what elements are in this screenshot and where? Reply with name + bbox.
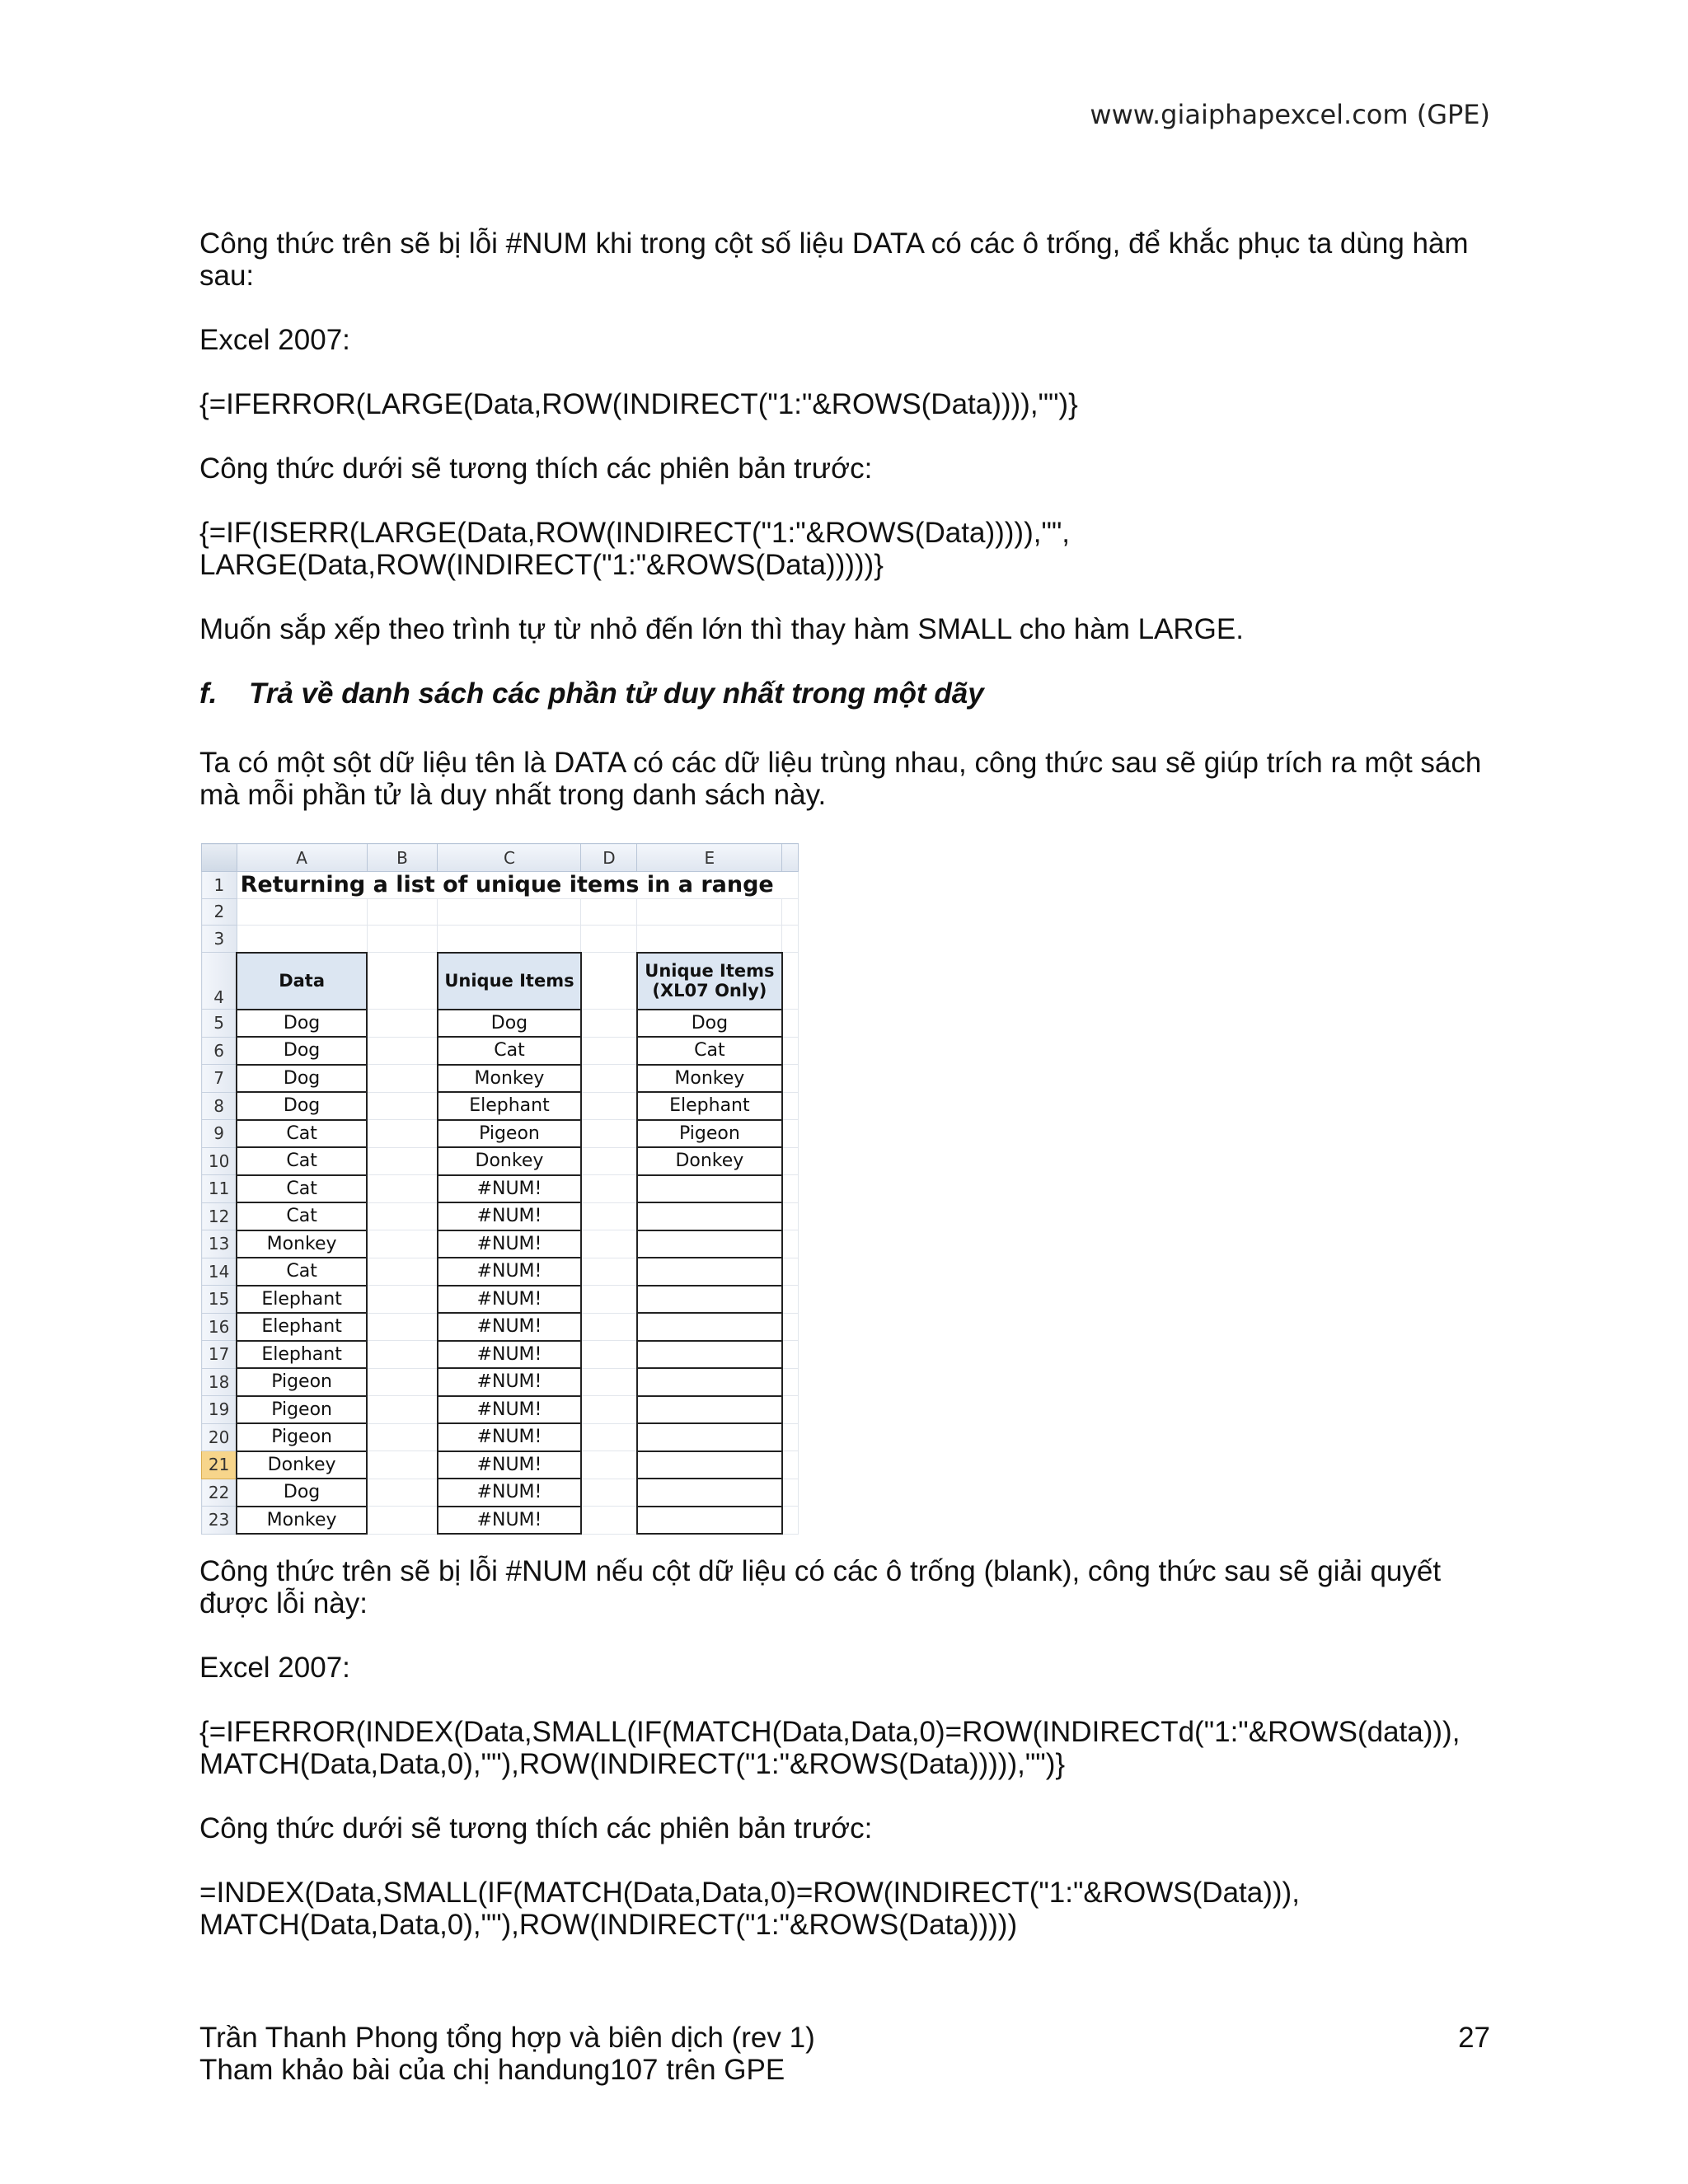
row-header[interactable]: 21	[202, 1451, 237, 1479]
unique-xl07-cell[interactable]	[637, 1230, 782, 1258]
data-cell[interactable]: Dog	[237, 1037, 367, 1065]
header-cell-data[interactable]: Data	[237, 953, 367, 1010]
select-all-corner[interactable]	[202, 844, 237, 872]
sheet-title-cell[interactable]: Returning a list of unique items in a range	[237, 872, 782, 899]
data-cell[interactable]: Dog	[237, 1065, 367, 1093]
row-header[interactable]: 9	[202, 1120, 237, 1148]
row-header[interactable]: 18	[202, 1368, 237, 1396]
cell[interactable]	[581, 1507, 637, 1535]
paragraph: Excel 2007:	[199, 1652, 350, 1684]
sheet-row	[202, 1037, 799, 1065]
footer-author: Trần Thanh Phong tổng hợp và biên dịch (rev 1)	[199, 2022, 815, 2054]
data-cell[interactable]: Pigeon	[237, 1396, 367, 1424]
cell[interactable]	[782, 898, 799, 926]
data-cell[interactable]: Cat	[237, 1147, 367, 1175]
cell[interactable]	[581, 1341, 637, 1369]
sheet-row	[202, 1230, 799, 1258]
unique-cell[interactable]: #NUM!	[438, 1230, 581, 1258]
data-cell[interactable]: Monkey	[237, 1507, 367, 1535]
row-header[interactable]: 6	[202, 1037, 237, 1065]
paragraph: Công thức dưới sẽ tương thích các phiên bản trước:	[199, 452, 873, 485]
site-header: www.giaiphapexcel.com (GPE)	[1090, 99, 1490, 130]
cell[interactable]	[581, 1010, 637, 1038]
row-header[interactable]: 17	[202, 1341, 237, 1369]
sheet-row	[202, 1507, 799, 1535]
cell[interactable]	[438, 926, 581, 953]
page-content	[199, 227, 1490, 1973]
unique-cell[interactable]: #NUM!	[438, 1341, 581, 1369]
unique-xl07-cell[interactable]	[637, 1507, 782, 1535]
sheet-row	[202, 1313, 799, 1341]
cell[interactable]	[637, 898, 782, 926]
data-cell[interactable]: Monkey	[237, 1230, 367, 1258]
sheet-row	[202, 898, 799, 926]
sheet-row	[202, 1423, 799, 1451]
cell[interactable]	[367, 1396, 438, 1424]
unique-cell[interactable]: #NUM!	[438, 1313, 581, 1341]
formula-line: MATCH(Data,Data,0),""),ROW(INDIRECT("1:"&ROWS(Data))))),"")}	[199, 1748, 1066, 1780]
cell[interactable]	[237, 898, 367, 926]
formula-line: MATCH(Data,Data,0),""),ROW(INDIRECT("1:"&ROWS(Data)))))	[199, 1909, 1018, 1941]
unique-cell[interactable]: #NUM!	[438, 1258, 581, 1286]
cell[interactable]	[782, 1479, 799, 1507]
cell[interactable]	[367, 1010, 438, 1038]
cell[interactable]	[367, 1368, 438, 1396]
cell[interactable]	[782, 1396, 799, 1424]
cell[interactable]	[637, 926, 782, 953]
cell[interactable]	[581, 1423, 637, 1451]
unique-cell[interactable]: #NUM!	[438, 1175, 581, 1203]
cell[interactable]	[782, 1037, 799, 1065]
unique-xl07-cell[interactable]	[637, 1175, 782, 1203]
paragraph: Công thức dưới sẽ tương thích các phiên bản trước:	[199, 1812, 873, 1844]
unique-xl07-cell[interactable]	[637, 1451, 782, 1479]
cell[interactable]	[367, 1120, 438, 1148]
column-header[interactable]: D	[581, 844, 637, 872]
sheet-row	[202, 1368, 799, 1396]
cell[interactable]	[782, 926, 799, 953]
cell[interactable]	[581, 1037, 637, 1065]
paragraph: Công thức trên sẽ bị lỗi #NUM khi trong cột số liệu DATA có các ô trống, để khắc phục ta dùng hàm sau:	[199, 227, 1469, 292]
data-cell[interactable]: Donkey	[237, 1451, 367, 1479]
formula-line: {=IFERROR(INDEX(Data,SMALL(IF(MATCH(Data,Data,0)=ROW(INDIRECTd("1:"&ROWS(data))),	[199, 1716, 1461, 1748]
cell[interactable]	[581, 1313, 637, 1341]
data-cell[interactable]: Elephant	[237, 1286, 367, 1314]
unique-cell[interactable]: #NUM!	[438, 1396, 581, 1424]
cell[interactable]	[581, 1175, 637, 1203]
sheet-row	[202, 1147, 799, 1175]
unique-xl07-cell[interactable]: Elephant	[637, 1092, 782, 1120]
cell[interactable]	[581, 1230, 637, 1258]
cell[interactable]	[367, 1479, 438, 1507]
cell[interactable]	[581, 898, 637, 926]
unique-cell[interactable]: #NUM!	[438, 1286, 581, 1314]
unique-cell[interactable]: #NUM!	[438, 1479, 581, 1507]
cell[interactable]	[782, 1092, 799, 1120]
cell[interactable]	[367, 1175, 438, 1203]
paragraph: Ta có một sột dữ liệu tên là DATA có các dữ liệu trùng nhau, công thức sau sẽ giúp trích ra một sách mà mỗi phần tử là duy nhất trong danh sách này.	[199, 747, 1482, 811]
paragraph: Muốn sắp xếp theo trình tự từ nhỏ đến lớn thì thay hàm SMALL cho hàm LARGE.	[199, 613, 1244, 645]
cell[interactable]	[782, 953, 799, 1010]
cell[interactable]	[581, 1202, 637, 1230]
unique-xl07-cell[interactable]: Donkey	[637, 1147, 782, 1175]
unique-cell[interactable]: Donkey	[438, 1147, 581, 1175]
unique-cell[interactable]: #NUM!	[438, 1507, 581, 1535]
cell[interactable]	[782, 1230, 799, 1258]
row-header[interactable]: 12	[202, 1202, 237, 1230]
unique-xl07-cell[interactable]	[637, 1258, 782, 1286]
header-line: Unique Items	[645, 961, 775, 981]
unique-xl07-cell[interactable]	[637, 1368, 782, 1396]
formula-line: LARGE(Data,ROW(INDIRECT("1:"&ROWS(Data)))))}	[199, 549, 884, 581]
cell[interactable]	[367, 1258, 438, 1286]
cell[interactable]	[581, 1092, 637, 1120]
row-header[interactable]: 19	[202, 1396, 237, 1424]
unique-cell[interactable]: #NUM!	[438, 1451, 581, 1479]
cell[interactable]	[367, 1065, 438, 1093]
spreadsheet-screenshot	[201, 843, 799, 1530]
data-cell[interactable]: Cat	[237, 1258, 367, 1286]
formula	[199, 517, 1490, 581]
unique-cell[interactable]: #NUM!	[438, 1202, 581, 1230]
cell[interactable]	[782, 1120, 799, 1148]
data-cell[interactable]: Elephant	[237, 1341, 367, 1369]
cell[interactable]	[581, 1147, 637, 1175]
page-footer	[199, 2022, 1490, 2086]
unique-xl07-cell[interactable]	[637, 1396, 782, 1424]
spreadsheet-grid	[201, 843, 799, 1535]
footer-reference: Tham khảo bài của chị handung107 trên GPE	[199, 2054, 785, 2086]
row-header[interactable]: 10	[202, 1147, 237, 1175]
row-header[interactable]: 8	[202, 1092, 237, 1120]
cell[interactable]	[581, 1258, 637, 1286]
sheet-header-row	[202, 953, 799, 1010]
cell[interactable]	[782, 1010, 799, 1038]
sheet-row	[202, 1479, 799, 1507]
cell[interactable]	[782, 1286, 799, 1314]
cell[interactable]	[367, 1092, 438, 1120]
cell[interactable]	[581, 926, 637, 953]
row-header[interactable]: 5	[202, 1010, 237, 1038]
unique-xl07-cell[interactable]: Cat	[637, 1037, 782, 1065]
cell[interactable]	[782, 1147, 799, 1175]
header-line: (XL07 Only)	[652, 981, 767, 1001]
row-header[interactable]: 15	[202, 1286, 237, 1314]
data-cell[interactable]: Pigeon	[237, 1423, 367, 1451]
data-cell[interactable]: Dog	[237, 1479, 367, 1507]
row-header[interactable]: 2	[202, 898, 237, 926]
section-number: f.	[199, 677, 218, 710]
row-header[interactable]: 3	[202, 926, 237, 953]
cell[interactable]	[581, 1065, 637, 1093]
cell[interactable]	[367, 1286, 438, 1314]
page-number: 27	[1458, 2022, 1490, 2054]
spreadsheet-body	[202, 844, 799, 1535]
sheet-row	[202, 1120, 799, 1148]
cell[interactable]	[581, 1396, 637, 1424]
sheet-row	[202, 1010, 799, 1038]
data-cell[interactable]: Pigeon	[237, 1368, 367, 1396]
sheet-row	[202, 1092, 799, 1120]
unique-xl07-cell[interactable]	[637, 1202, 782, 1230]
unique-xl07-cell[interactable]	[637, 1423, 782, 1451]
unique-xl07-cell[interactable]	[637, 1341, 782, 1369]
row-header[interactable]: 13	[202, 1230, 237, 1258]
data-cell[interactable]: Dog	[237, 1010, 367, 1038]
sheet-row	[202, 1451, 799, 1479]
sheet-row	[202, 926, 799, 953]
unique-xl07-cell[interactable]: Pigeon	[637, 1120, 782, 1148]
sheet-row	[202, 1202, 799, 1230]
unique-xl07-cell[interactable]: Monkey	[637, 1065, 782, 1093]
cell[interactable]	[581, 1286, 637, 1314]
sheet-row	[202, 1396, 799, 1424]
row-header[interactable]: 23	[202, 1507, 237, 1535]
unique-cell[interactable]: #NUM!	[438, 1423, 581, 1451]
cell[interactable]	[581, 953, 637, 1010]
cell[interactable]	[581, 1120, 637, 1148]
paragraph: Công thức trên sẽ bị lỗi #NUM nếu cột dữ liệu có các ô trống (blank), công thức sau sẽ giải quyết được lỗi này:	[199, 1555, 1442, 1619]
cell[interactable]	[782, 1065, 799, 1093]
sheet-row	[202, 1258, 799, 1286]
cell[interactable]	[782, 1175, 799, 1203]
row-header[interactable]: 11	[202, 1175, 237, 1203]
column-header[interactable]: B	[367, 844, 438, 872]
header-cell-unique[interactable]: Unique Items	[438, 953, 581, 1010]
unique-xl07-cell[interactable]	[637, 1313, 782, 1341]
sheet-row	[202, 1286, 799, 1314]
cell[interactable]	[782, 1368, 799, 1396]
formula-line: {=IF(ISERR(LARGE(Data,ROW(INDIRECT("1:"&ROWS(Data))))),"",	[199, 517, 1071, 549]
cell[interactable]	[237, 926, 367, 953]
unique-xl07-cell[interactable]: Dog	[637, 1010, 782, 1038]
cell[interactable]	[367, 898, 438, 926]
section-title: Trả về danh sách các phần tử duy nhất trong một dãy	[249, 677, 984, 710]
column-header-row	[202, 844, 799, 872]
data-cell[interactable]: Cat	[237, 1120, 367, 1148]
cell[interactable]	[782, 872, 799, 899]
cell[interactable]	[367, 1037, 438, 1065]
column-header[interactable]: A	[237, 844, 367, 872]
column-header[interactable]: C	[438, 844, 581, 872]
unique-cell[interactable]: Monkey	[438, 1065, 581, 1093]
column-header[interactable]	[782, 844, 799, 872]
unique-xl07-cell[interactable]	[637, 1286, 782, 1314]
cell[interactable]	[581, 1479, 637, 1507]
cell[interactable]	[782, 1202, 799, 1230]
sheet-row	[202, 1341, 799, 1369]
data-cell[interactable]: Cat	[237, 1175, 367, 1203]
row-header[interactable]: 1	[202, 872, 237, 899]
cell[interactable]	[782, 1423, 799, 1451]
formula-line: =INDEX(Data,SMALL(IF(MATCH(Data,Data,0)=ROW(INDIRECT("1:"&ROWS(Data))),	[199, 1877, 1300, 1909]
data-cell[interactable]: Dog	[237, 1092, 367, 1120]
unique-cell[interactable]: Pigeon	[438, 1120, 581, 1148]
formula	[199, 1716, 1490, 1780]
sheet-row	[202, 1065, 799, 1093]
unique-cell[interactable]: Dog	[438, 1010, 581, 1038]
paragraph: Excel 2007:	[199, 324, 350, 356]
cell[interactable]	[367, 1313, 438, 1341]
cell[interactable]	[367, 1202, 438, 1230]
section-heading	[199, 677, 1490, 710]
row-header[interactable]: 4	[202, 953, 237, 1010]
cell[interactable]	[367, 1230, 438, 1258]
cell[interactable]	[367, 1341, 438, 1369]
unique-cell[interactable]: Cat	[438, 1037, 581, 1065]
sheet-row	[202, 1175, 799, 1203]
cell[interactable]	[367, 1147, 438, 1175]
cell[interactable]	[367, 1507, 438, 1535]
cell[interactable]	[367, 1423, 438, 1451]
column-header[interactable]: E	[637, 844, 782, 872]
row-header[interactable]: 22	[202, 1479, 237, 1507]
formula: {=IFERROR(LARGE(Data,ROW(INDIRECT("1:"&ROWS(Data)))),"")}	[199, 388, 1078, 420]
cell[interactable]	[367, 953, 438, 1010]
data-cell[interactable]: Elephant	[237, 1313, 367, 1341]
cell[interactable]	[782, 1341, 799, 1369]
cell[interactable]	[438, 898, 581, 926]
row-header[interactable]: 14	[202, 1258, 237, 1286]
cell[interactable]	[782, 1451, 799, 1479]
formula	[199, 1877, 1490, 1941]
cell[interactable]	[782, 1258, 799, 1286]
cell[interactable]	[367, 926, 438, 953]
cell[interactable]	[782, 1313, 799, 1341]
cell[interactable]	[581, 1451, 637, 1479]
sheet-row	[202, 872, 799, 899]
cell[interactable]	[367, 1451, 438, 1479]
unique-cell[interactable]: Elephant	[438, 1092, 581, 1120]
cell[interactable]	[581, 1368, 637, 1396]
data-cell[interactable]: Cat	[237, 1202, 367, 1230]
cell[interactable]	[782, 1507, 799, 1535]
row-header[interactable]: 20	[202, 1423, 237, 1451]
row-header[interactable]: 7	[202, 1065, 237, 1093]
unique-xl07-cell[interactable]	[637, 1479, 782, 1507]
header-cell-unique-xl07[interactable]	[637, 953, 782, 1010]
row-header[interactable]: 16	[202, 1313, 237, 1341]
unique-cell[interactable]: #NUM!	[438, 1368, 581, 1396]
